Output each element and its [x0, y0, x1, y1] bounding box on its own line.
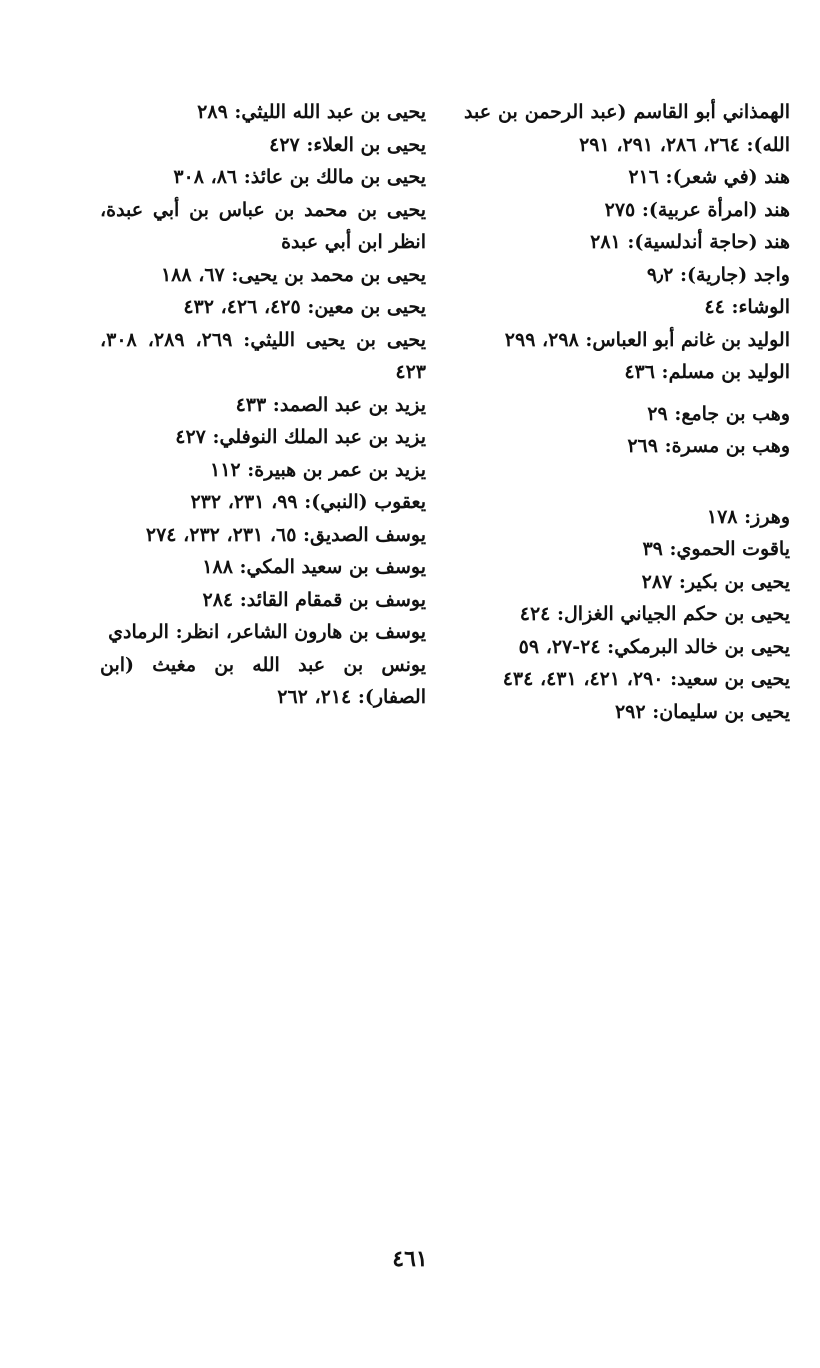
index-entry: هند (في شعر): ٢١٦: [628, 166, 790, 188]
index-entry: يزيد بن عمر بن هبيرة: ١١٢: [210, 458, 426, 481]
index-entry: يحيى بن حكم الجياني الغزال: ٤٢٤: [519, 603, 790, 625]
index-entry: يعقوب (النبي): ٩٩، ٢٣١، ٢٣٢: [190, 491, 426, 513]
index-entry: يزيد بن عبد الصمد: ٤٣٣: [235, 393, 426, 416]
index-entry: يحيى بن سعيد: ٢٩٠، ٤٢١، ٤٣١، ٤٣٤: [502, 668, 790, 690]
index-entry: يحيى بن محمد بن عباس بن أبي عبدة، انظر ابن أبي عبدة: [100, 198, 426, 253]
index-entry: يوسف بن قمقام القائد: ٢٨٤: [202, 588, 426, 611]
index-entry: وهرز: ١٧٨: [706, 505, 790, 528]
index-entry: يحيى بن عبد الله الليثي: ٢٨٩: [197, 101, 426, 123]
index-entry: يحيى بن بكير: ٢٨٧: [641, 570, 790, 593]
index-entry: وهب بن مسرة: ٢٦٩: [627, 435, 790, 457]
index-entry: الوليد بن غانم أبو العباس: ٢٩٨، ٢٩٩: [504, 328, 790, 351]
index-column-right: [464, 96, 790, 728]
index-entry: هند (امرأة عربية): ٢٧٥: [604, 198, 790, 221]
index-entry: يحيى بن محمد بن يحيى: ٦٧، ١٨٨: [160, 263, 426, 286]
index-entry: يوسف بن هارون الشاعر، انظر: الرمادي: [108, 621, 426, 643]
index-entry: يحيى بن معين: ٤٢٥، ٤٢٦، ٤٣٢: [183, 296, 426, 318]
index-entry: وهب بن جامع: ٢٩: [647, 402, 790, 425]
page-number: ٤٦١: [392, 1246, 428, 1272]
index-entry: ياقوت الحموي: ٣٩: [642, 538, 790, 560]
index-entry: الهمذاني أبو القاسم (عبد الرحمن بن عبد الله): ٢٦٤، ٢٨٦، ٢٩١، ٢٩١: [464, 101, 790, 156]
index-entry: واجد (جارية): ٩٫٢: [646, 263, 790, 286]
index-entry: يحيى بن خالد البرمكي: ٢٤-٢٧، ٥٩: [518, 635, 790, 658]
index-entry: يزيد بن عبد الملك النوفلي: ٤٢٧: [175, 426, 426, 448]
index-entry: هند (حاجة أندلسية): ٢٨١: [590, 231, 790, 253]
index-entry: يوسف الصديق: ٦٥، ٢٣١، ٢٣٢، ٢٧٤: [145, 523, 426, 546]
index-entry: يحيى بن يحيى الليثي: ٢٦٩، ٢٨٩، ٣٠٨، ٤٢٣: [100, 328, 426, 383]
index-entry: يحيى بن العلاء: ٤٢٧: [269, 133, 426, 156]
index-entry: الوليد بن مسلم: ٤٣٦: [624, 361, 790, 383]
index-entry: يونس بن عبد الله بن مغيث (ابن الصفار): ٢١٤، ٢٦٢: [100, 653, 426, 708]
index-entry: يحيى بن سليمان: ٢٩٢: [614, 700, 790, 723]
index-entry: الوشاء: ٤٤: [704, 296, 790, 318]
index-entry: يحيى بن مالك بن عائذ: ٨٦، ٣٠٨: [173, 166, 426, 188]
index-column-left: [100, 96, 426, 714]
index-entry: يوسف بن سعيد المكي: ١٨٨: [202, 556, 426, 578]
